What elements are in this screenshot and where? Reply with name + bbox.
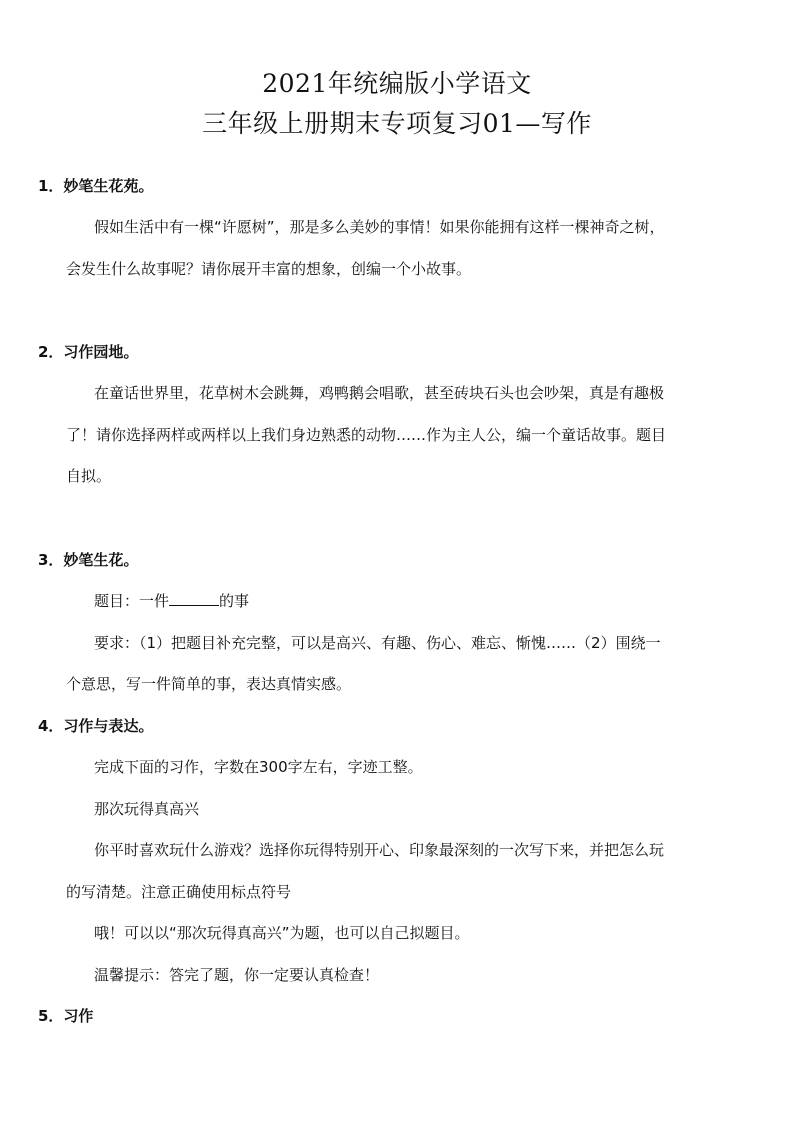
question-3-topic — [94, 590, 249, 611]
question-3-heading: 3．妙笔生花。 — [38, 551, 139, 569]
question-4-line-4: 的写清楚。注意正确使用标点符号 — [66, 883, 292, 901]
question-2-line-2: 了！请你选择两样或两样以上我们身边熟悉的动物……作为主人公，编一个童话故事。题目 — [66, 426, 667, 444]
document-subtitle: 三年级上册期末专项复习01—写作 — [202, 109, 592, 138]
question-4-heading: 4．习作与表达。 — [38, 717, 154, 735]
question-4-line-2: 那次玩得真高兴 — [94, 800, 200, 818]
question-4-line-1: 完成下面的习作，字数在300字左右，字迹工整。 — [94, 758, 423, 776]
question-1-heading: 1．妙笔生花苑。 — [38, 177, 154, 195]
question-4-line-3: 你平时喜欢玩什么游戏？选择你玩得特别开心、印象最深刻的一次写下来，并把怎么玩 — [94, 841, 665, 859]
question-2-heading: 2．习作园地。 — [38, 343, 139, 361]
question-1-line-1: 假如生活中有一棵“许愿树”，那是多么美妙的事情！如果你能拥有这样一棵神奇之树， — [94, 218, 665, 236]
question-2-line-3: 自拟。 — [66, 467, 112, 485]
question-3-topic-prefix: 题目：一件 — [94, 592, 170, 610]
question-1-line-2: 会发生什么故事呢？请你展开丰富的想象，创编一个小故事。 — [66, 260, 472, 278]
question-4-line-6: 温馨提示：答完了题，你一定要认真检查！ — [94, 966, 380, 984]
fill-in-blank — [169, 591, 219, 606]
question-3-requirement-line-2: 个意思，写一件简单的事，表达真情实感。 — [66, 675, 352, 693]
question-2-line-1: 在童话世界里，花草树木会跳舞，鸡鸭鹅会唱歌，甚至砖块石头也会吵架，真是有趣极 — [94, 384, 665, 402]
question-5-heading: 5．习作 — [38, 1007, 94, 1025]
document-title: 2021年统编版小学语文 — [262, 69, 532, 98]
question-4-line-5: 哦！可以以“那次玩得真高兴”为题，也可以自己拟题目。 — [94, 924, 470, 942]
question-3-requirement-line-1: 要求：（1）把题目补充完整，可以是高兴、有趣、伤心、难忘、惭愧……（2）围绕一 — [94, 634, 661, 652]
question-3-topic-suffix: 的事 — [219, 592, 250, 610]
